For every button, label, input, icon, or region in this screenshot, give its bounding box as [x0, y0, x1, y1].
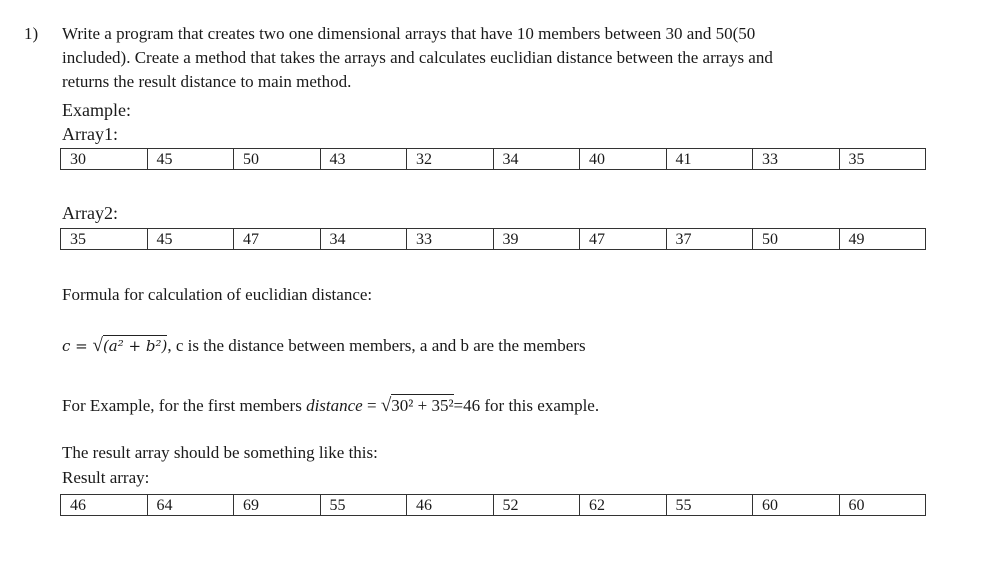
- question-number: 1): [24, 24, 39, 43]
- array2-cell: 49: [839, 229, 926, 250]
- result-cell: 52: [493, 495, 580, 516]
- array1-label: Array1:: [62, 124, 118, 144]
- example-equals: =: [362, 396, 381, 415]
- sqrt-symbol: √: [92, 335, 103, 356]
- result-intro: The result array should be something like this:: [62, 443, 378, 462]
- example-radicand: 30² + 35²: [391, 396, 454, 415]
- result-cell: 46: [407, 495, 494, 516]
- result-label: Result array:: [62, 468, 150, 487]
- result-row: [61, 495, 926, 516]
- result-cell: 46: [61, 495, 148, 516]
- array2-cell: 33: [407, 229, 494, 250]
- array2-cell: 35: [61, 229, 148, 250]
- array1-cell: 30: [61, 149, 148, 170]
- result-cell: 60: [753, 495, 840, 516]
- sqrt-symbol: √: [380, 395, 392, 416]
- array1-cell: 45: [147, 149, 234, 170]
- array1-cell: 50: [234, 149, 321, 170]
- array1-cell: 40: [580, 149, 667, 170]
- result-cell: 55: [320, 495, 407, 516]
- array2-cell: 50: [753, 229, 840, 250]
- formula-heading: Formula for calculation of euclidian distance:: [62, 285, 373, 304]
- question-line-3: returns the result distance to main method.: [62, 72, 352, 91]
- example-label: Example:: [62, 100, 131, 120]
- array1-cell: 43: [320, 149, 407, 170]
- formula-lhs: c =: [62, 337, 93, 355]
- example-line: [62, 395, 599, 417]
- result-cell: 60: [839, 495, 926, 516]
- formula-line: [62, 335, 586, 357]
- array1-cell: 41: [666, 149, 753, 170]
- example-term: distance: [306, 396, 363, 415]
- array2-cell: 39: [493, 229, 580, 250]
- array2-table: [60, 228, 926, 250]
- array1-cell: 32: [407, 149, 494, 170]
- array1-row: [61, 149, 926, 170]
- formula-radicand: (a² + b²): [102, 337, 168, 355]
- formula-description: , c is the distance between members, a and b are the members: [167, 336, 586, 355]
- array1-cell: 34: [493, 149, 580, 170]
- result-cell: 64: [147, 495, 234, 516]
- question-line-1: Write a program that creates two one dimensional arrays that have 10 members between 30 and 50(50: [62, 24, 756, 43]
- result-cell: 55: [666, 495, 753, 516]
- example-sqrt: [381, 395, 454, 417]
- array2-cell: 47: [580, 229, 667, 250]
- array2-cell: 45: [147, 229, 234, 250]
- array2-row: [61, 229, 926, 250]
- array1-cell: 33: [753, 149, 840, 170]
- array1-table: [60, 148, 926, 170]
- array2-cell: 37: [666, 229, 753, 250]
- array2-cell: 47: [234, 229, 321, 250]
- result-table: [60, 494, 926, 516]
- result-cell: 69: [234, 495, 321, 516]
- array2-cell: 34: [320, 229, 407, 250]
- result-cell: 62: [580, 495, 667, 516]
- example-suffix: =46 for this example.: [453, 396, 600, 415]
- array2-label: Array2:: [62, 203, 118, 223]
- example-prefix: For Example, for the first members: [62, 396, 307, 415]
- array1-cell: 35: [839, 149, 926, 170]
- formula-sqrt: [93, 335, 168, 357]
- question-line-2: included). Create a method that takes the arrays and calculates euclidian distance between the arrays and: [62, 48, 773, 67]
